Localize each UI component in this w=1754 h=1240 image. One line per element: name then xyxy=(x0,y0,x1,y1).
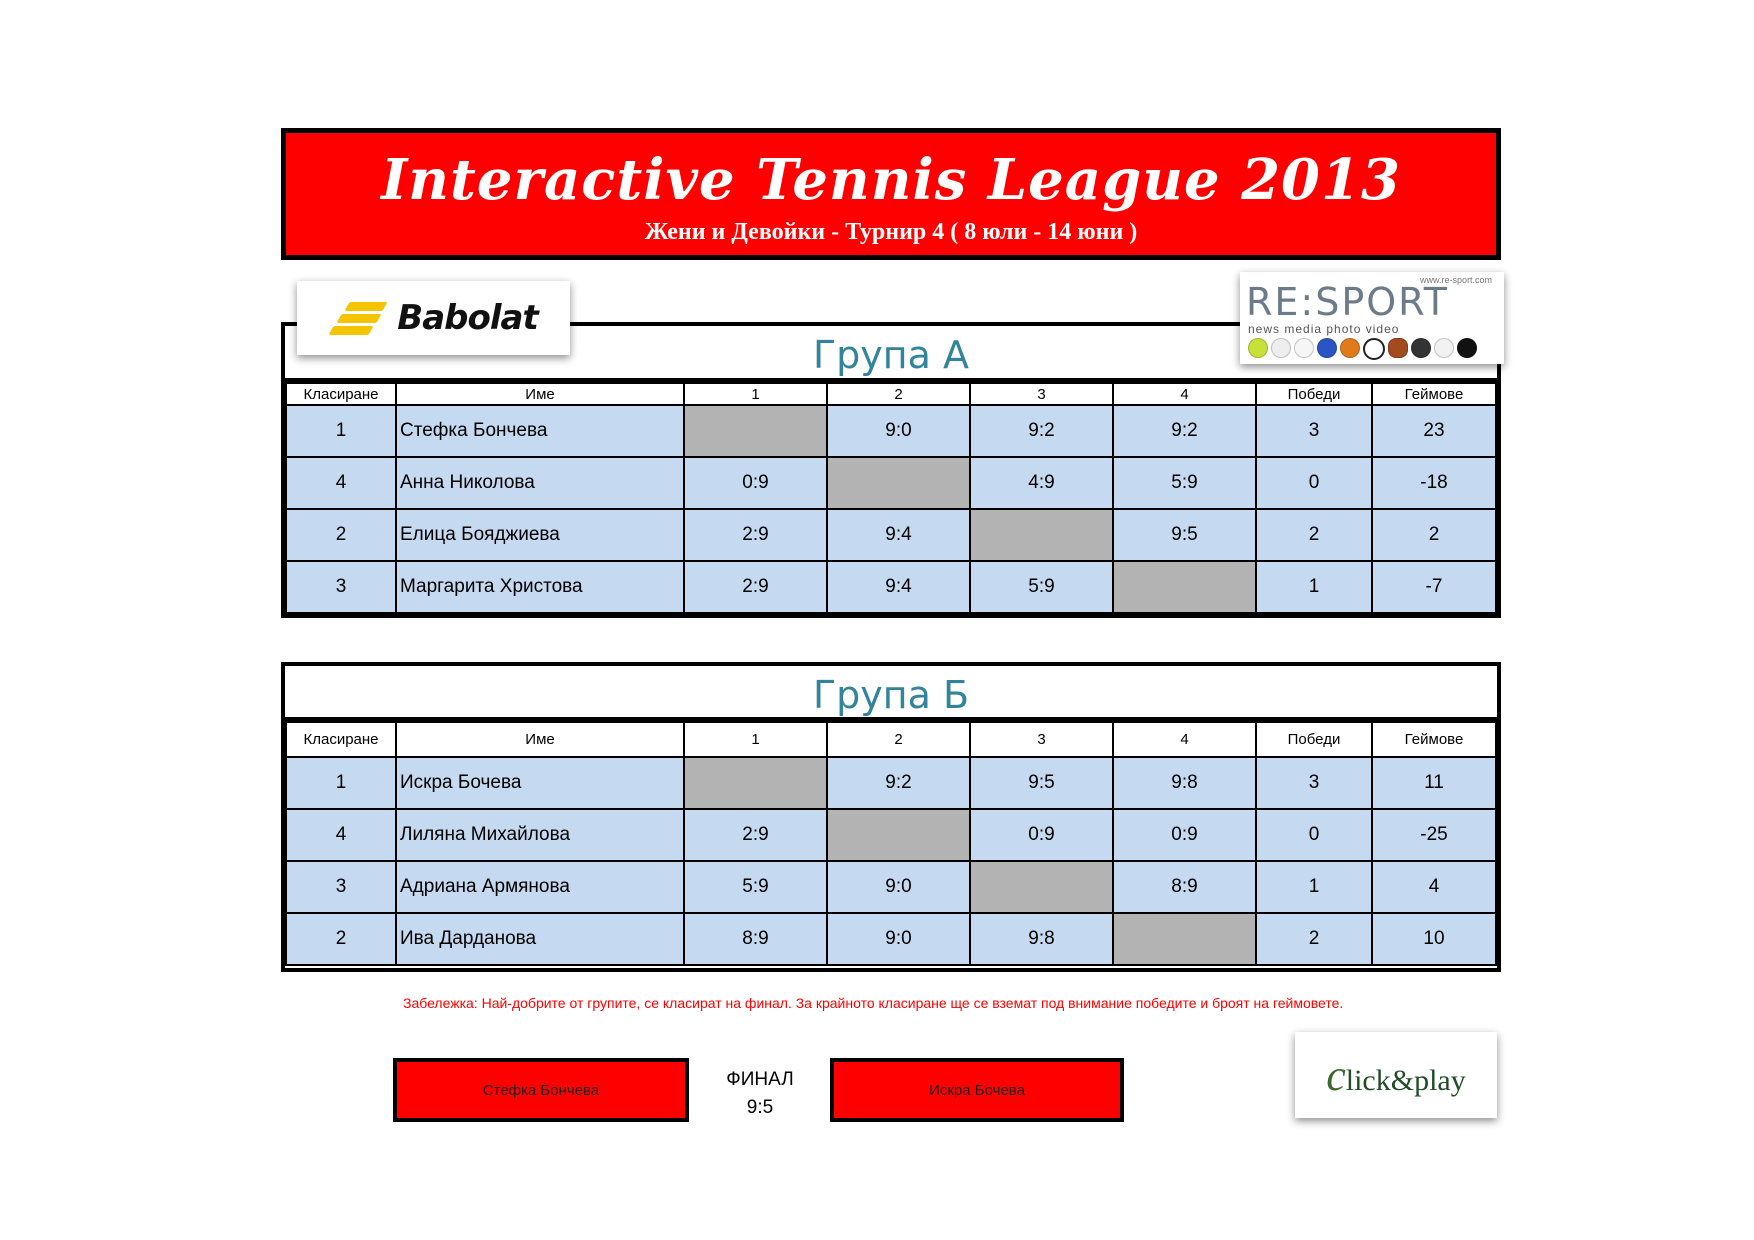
resport-url: www.re-sport.com xyxy=(1419,275,1492,285)
table-row xyxy=(286,757,1496,809)
rank-cell: 3 xyxy=(286,861,396,913)
table-row xyxy=(286,405,1496,457)
group-a-title: Група А xyxy=(285,326,1497,382)
self-match-cell xyxy=(827,809,970,861)
col-1: 1 xyxy=(684,383,827,405)
score-cell: 0:9 xyxy=(1113,809,1256,861)
col-wins: Победи xyxy=(1256,722,1372,757)
player-name: Адриана Армянова xyxy=(396,861,684,913)
col-2: 2 xyxy=(827,383,970,405)
col-3: 3 xyxy=(970,722,1113,757)
wins-cell: 1 xyxy=(1256,561,1372,613)
babolat-wordmark: Babolat xyxy=(397,298,538,338)
resport-tagline: news media photo video xyxy=(1248,322,1400,336)
games-cell: 23 xyxy=(1372,405,1496,457)
group-a-table xyxy=(281,322,1501,618)
clickplay-c: c xyxy=(1326,1050,1346,1100)
table-row xyxy=(286,809,1496,861)
self-match-cell xyxy=(970,509,1113,561)
group-a-standings xyxy=(285,382,1497,614)
rules-note: Забележка: Най-добрите от групите, се класират на финал. За крайното класиране ще се вземат под внимание победите и броят на геймовете. xyxy=(403,995,1344,1011)
self-match-cell xyxy=(1113,913,1256,965)
games-cell: -18 xyxy=(1372,457,1496,509)
score-cell: 2:9 xyxy=(684,561,827,613)
resport-wordmark: RE:SPORT xyxy=(1246,280,1450,324)
player-name: Стефка Бончева xyxy=(396,405,684,457)
table-row xyxy=(286,861,1496,913)
col-4: 4 xyxy=(1113,722,1256,757)
wins-cell: 1 xyxy=(1256,861,1372,913)
rank-cell: 1 xyxy=(286,405,396,457)
player-name: Елица Бояджиева xyxy=(396,509,684,561)
table-row xyxy=(286,561,1496,613)
score-cell: 9:2 xyxy=(827,757,970,809)
self-match-cell xyxy=(827,457,970,509)
self-match-cell xyxy=(684,405,827,457)
wins-cell: 3 xyxy=(1256,405,1372,457)
page-title: Interactive Tennis League 2013 xyxy=(381,147,1401,213)
final-player-left xyxy=(393,1058,689,1122)
wins-cell: 3 xyxy=(1256,757,1372,809)
score-cell: 9:4 xyxy=(827,509,970,561)
games-cell: 4 xyxy=(1372,861,1496,913)
games-cell: 10 xyxy=(1372,913,1496,965)
col-rank: Класиране xyxy=(286,722,396,757)
col-games: Геймове xyxy=(1372,722,1496,757)
player-name: Маргарита Христова xyxy=(396,561,684,613)
score-cell: 8:9 xyxy=(1113,861,1256,913)
wins-cell: 2 xyxy=(1256,913,1372,965)
table-row xyxy=(286,457,1496,509)
final-label xyxy=(700,1066,820,1122)
final-score: 9:5 xyxy=(746,1097,774,1118)
col-2: 2 xyxy=(827,722,970,757)
babolat-logo xyxy=(297,281,570,355)
games-cell: -25 xyxy=(1372,809,1496,861)
score-cell: 4:9 xyxy=(970,457,1113,509)
rank-cell: 4 xyxy=(286,809,396,861)
score-cell: 9:5 xyxy=(970,757,1113,809)
score-cell: 9:8 xyxy=(970,913,1113,965)
score-cell: 9:8 xyxy=(1113,757,1256,809)
col-4: 4 xyxy=(1113,383,1256,405)
group-b-table xyxy=(281,662,1501,972)
final-title: ФИНАЛ xyxy=(726,1069,794,1090)
score-cell: 9:0 xyxy=(827,405,970,457)
clickplay-rest: lick&play xyxy=(1345,1063,1466,1097)
rank-cell: 2 xyxy=(286,913,396,965)
page-subtitle: Жени и Девойки - Турнир 4 ( 8 юли - 14 юни ) xyxy=(644,219,1138,245)
group-b-title: Група Б xyxy=(285,666,1497,721)
rank-cell: 4 xyxy=(286,457,396,509)
rank-cell: 3 xyxy=(286,561,396,613)
final-player-left-name: Стефка Бончева xyxy=(482,1081,600,1099)
score-cell: 9:2 xyxy=(970,405,1113,457)
player-name: Ива Дарданова xyxy=(396,913,684,965)
col-1: 1 xyxy=(684,722,827,757)
self-match-cell xyxy=(684,757,827,809)
score-cell: 9:0 xyxy=(827,861,970,913)
player-name: Лиляна Михайлова xyxy=(396,809,684,861)
score-cell: 0:9 xyxy=(684,457,827,509)
wins-cell: 0 xyxy=(1256,809,1372,861)
final-player-right-name: Искра Бочева xyxy=(929,1081,1025,1099)
table-row xyxy=(286,913,1496,965)
score-cell: 0:9 xyxy=(970,809,1113,861)
score-cell: 5:9 xyxy=(970,561,1113,613)
col-name: Име xyxy=(396,722,684,757)
player-name: Анна Николова xyxy=(396,457,684,509)
sport-balls-icon xyxy=(1248,338,1477,360)
player-name: Искра Бочева xyxy=(396,757,684,809)
self-match-cell xyxy=(970,861,1113,913)
wins-cell: 0 xyxy=(1256,457,1372,509)
wins-cell: 2 xyxy=(1256,509,1372,561)
clickplay-wordmark xyxy=(1326,1050,1466,1101)
rank-cell: 2 xyxy=(286,509,396,561)
self-match-cell xyxy=(1113,561,1256,613)
col-3: 3 xyxy=(970,383,1113,405)
games-cell: 2 xyxy=(1372,509,1496,561)
resport-logo xyxy=(1240,272,1504,364)
score-cell: 8:9 xyxy=(684,913,827,965)
score-cell: 5:9 xyxy=(684,861,827,913)
table-row xyxy=(286,509,1496,561)
score-cell: 9:5 xyxy=(1113,509,1256,561)
header-banner xyxy=(281,128,1501,260)
score-cell: 5:9 xyxy=(1113,457,1256,509)
header-row xyxy=(286,383,1496,405)
score-cell: 9:4 xyxy=(827,561,970,613)
games-cell: -7 xyxy=(1372,561,1496,613)
clickplay-logo xyxy=(1295,1032,1497,1118)
col-rank: Класиране xyxy=(286,383,396,405)
col-name: Име xyxy=(396,383,684,405)
score-cell: 9:2 xyxy=(1113,405,1256,457)
games-cell: 11 xyxy=(1372,757,1496,809)
header-row xyxy=(286,722,1496,757)
score-cell: 9:0 xyxy=(827,913,970,965)
final-player-right xyxy=(830,1058,1124,1122)
babolat-stripes-icon xyxy=(329,300,389,336)
group-b-standings xyxy=(285,721,1497,966)
score-cell: 2:9 xyxy=(684,509,827,561)
col-wins: Победи xyxy=(1256,383,1372,405)
score-cell: 2:9 xyxy=(684,809,827,861)
col-games: Геймове xyxy=(1372,383,1496,405)
rank-cell: 1 xyxy=(286,757,396,809)
